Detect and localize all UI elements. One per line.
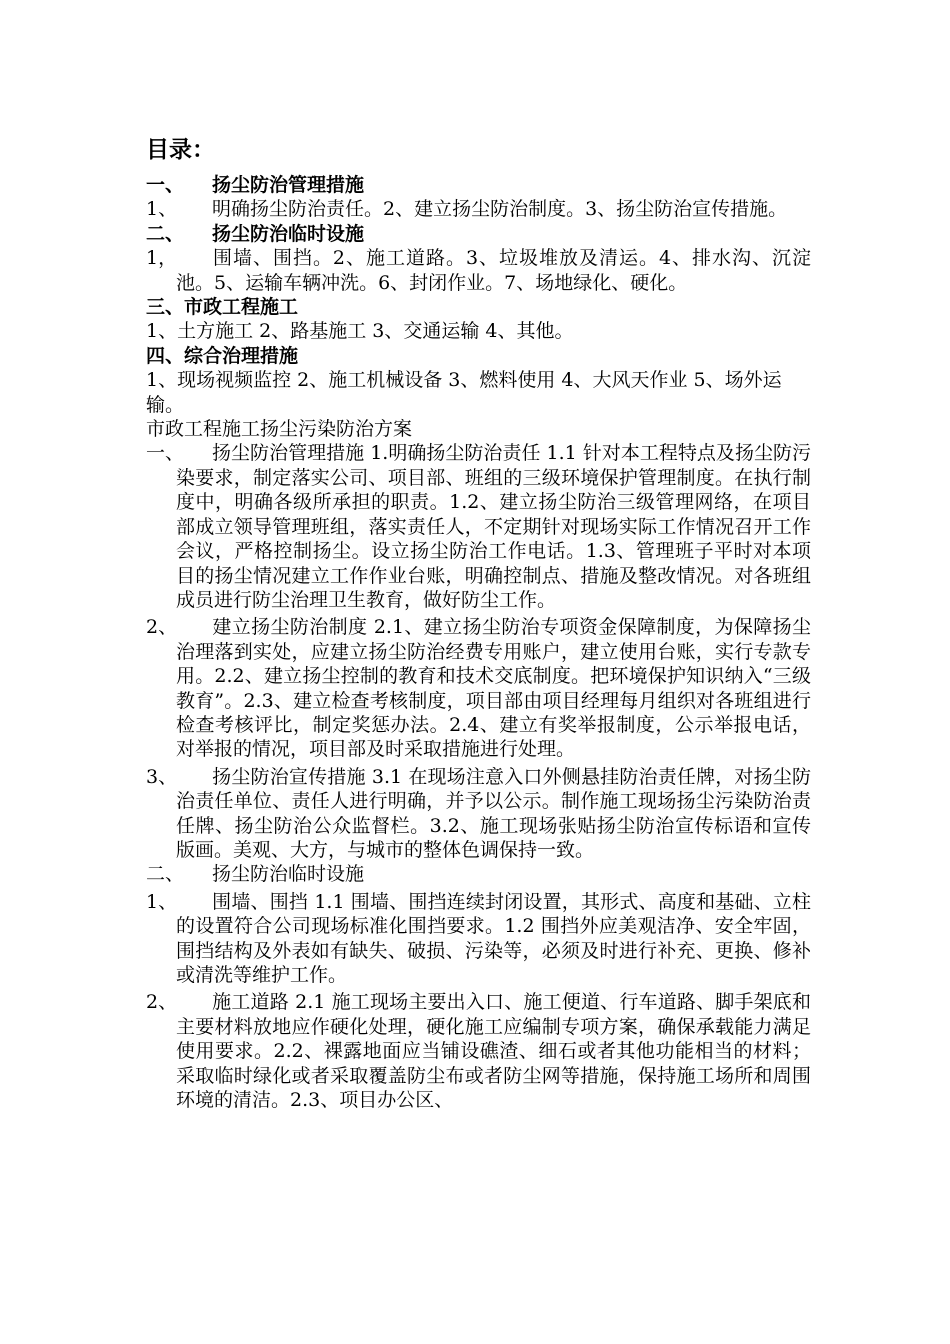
body-paragraph: [146, 765, 811, 863]
toc-entry-text: 扬尘防治临时设施: [212, 222, 365, 245]
paragraph-number: 二、: [146, 863, 185, 886]
paragraph-number: 2、: [146, 616, 178, 639]
paragraph-text: 施工道路 2.1 施工现场主要出入口、施工便道、行车道路、脚手架底和主要材料放地应作硬化处理，硬化施工应编制专项方案，确保承载能力满足使用要求。2.2、裸露地面应当铺设礁渣、细石或者其他功能相当的材料；采取临时绿化或者采取覆盖防尘布或者防尘网等措施，保持施工场所和周围环境的清洁。2.3、项目办公区、: [176, 991, 811, 1112]
toc-entry: [146, 197, 811, 221]
toc-entry: [146, 246, 811, 295]
document-content: [146, 173, 811, 1112]
toc-entry: [146, 173, 811, 197]
toc-entry: [146, 222, 811, 246]
toc-title: 目录：: [146, 136, 215, 163]
paragraph-text: 扬尘防治临时设施: [212, 863, 365, 886]
paragraph-text: 建立扬尘防治制度 2.1、建立扬尘防治专项资金保障制度，为保障扬尘治理落到实处，应建立扬尘防治经费专用账户，建立使用台账，实行专款专用。2.2、建立扬尘控制的教育和技术交底制度。把环境保护知识纳入“三级教育”。2.3、建立检查考核制度，项目部由项目经理每月组织对各班组进行检查考核评比，制定奖惩办法。2.4、建立有奖举报制度，公示举报电话，对举报的情况，项目部及时采取措施进行处理。: [176, 616, 811, 761]
section-items: 1、土方施工 2、路基施工 3、交通运输 4、其他。: [146, 320, 574, 343]
toc-entry-number: 二、: [146, 222, 185, 245]
toc-entry-text: 扬尘防治管理措施: [212, 174, 365, 196]
document-title: 市政工程施工扬尘污染防治方案: [146, 418, 413, 441]
toc-entry-text: 围墙、围挡。2、施工道路。3、垃圾堆放及清运。4、排水沟、沉淀池。5、运输车辆冲洗。6、封闭作业。7、场地绿化、硬化。: [176, 247, 811, 294]
toc-entry-text: 明确扬尘防治责任。2、建立扬尘防治制度。3、扬尘防治宣传措施。: [212, 198, 788, 221]
body-paragraph: [146, 441, 811, 612]
paragraph-number: 2、: [146, 991, 178, 1014]
toc-entry-number: 一、: [146, 174, 185, 196]
body-paragraph: [146, 990, 811, 1112]
body-paragraph: [146, 862, 811, 886]
paragraph-number: 3、: [146, 765, 178, 788]
body-paragraph: [146, 890, 811, 988]
paragraph-text: 扬尘防治管理措施 1.明确扬尘防治责任 1.1 针对本工程特点及扬尘防污染要求，制定落实公司、项目部、班组的三级环境保护管理制度。在执行制度中，明确各级所承担的职责。1.2、建立扬尘防治三级管理网络，在项目部成立领导管理班组，落实责任人，不定期针对现场实际工作情况召开工作会议，严格控制扬尘。设立扬尘防治工作电话。1.3、管理班子平时对本项目的扬尘情况建立工作作业台账，明确控制点、措施及整改情况。对各班组成员进行防尘治理卫生教育，做好防尘工作。: [176, 442, 811, 611]
paragraph-text: 围墙、围挡 1.1 围墙、围挡连续封闭设置，其形式、高度和基础、立柱的设置符合公司现场标准化围挡要求。1.2 围挡外应美观洁净、安全牢固，围挡结构及外表如有缺失、破损、污染等，必须及时进行补充、更换、修补或清洗等维护工作。: [176, 890, 811, 986]
section-heading: 三、市政工程施工: [146, 296, 299, 319]
toc-entry-number: 1、: [146, 198, 178, 221]
paragraph-number: 1、: [146, 890, 178, 913]
paragraph-text: 扬尘防治宣传措施 3.1 在现场注意入口外侧悬挂防治责任牌，对扬尘防治责任单位、责任人进行明确，并予以公示。制作施工现场扬尘污染防治责任牌、扬尘防治公众监督栏。3.2、施工现场张贴扬尘防治宣传标语和宣传版画。美观、大方，与城市的整体色调保持一致。: [176, 765, 811, 861]
body-paragraph: [146, 615, 811, 761]
section-heading: 四、综合治理措施: [146, 344, 299, 367]
section-items: 1、现场视频监控 2、施工机械设备 3、燃料使用 4、大风天作业 5、场外运输。: [146, 369, 782, 416]
toc-entry-number: 1，: [146, 247, 178, 270]
paragraph-number: 一、: [146, 442, 185, 465]
